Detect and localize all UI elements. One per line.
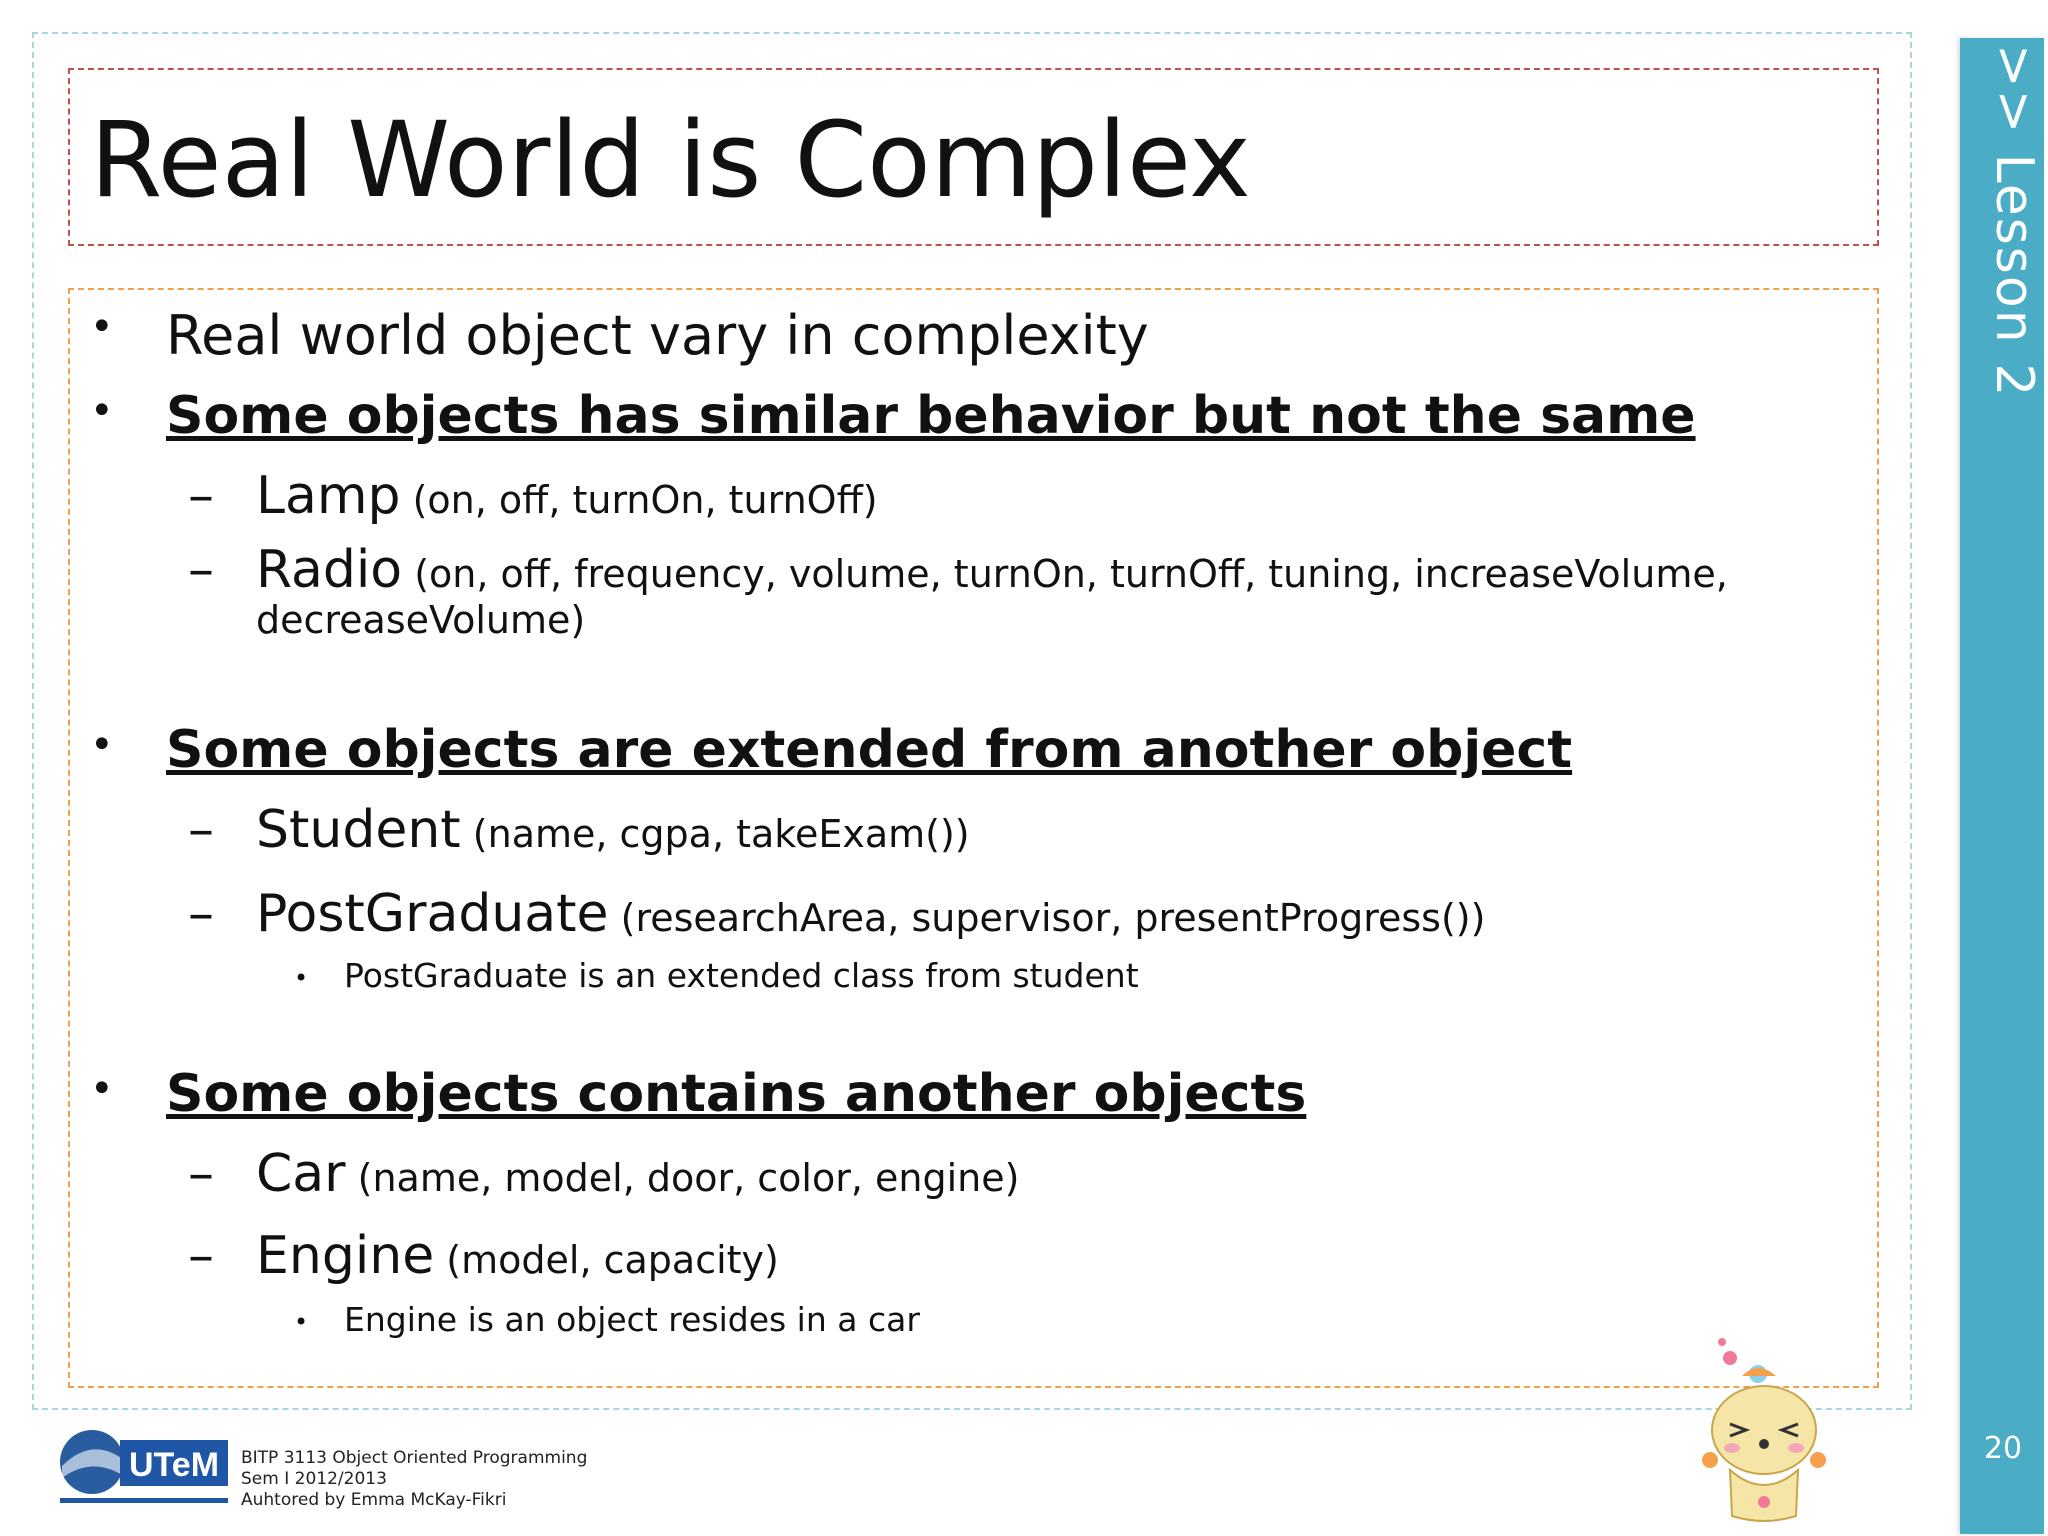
list-item [256, 466, 878, 526]
dash-marker: – [188, 466, 214, 526]
footer-semester: Sem I 2012/2013 [241, 1469, 387, 1489]
list-item [256, 1144, 1019, 1204]
bullet-marker: • [90, 388, 114, 434]
dash-marker: – [188, 1144, 214, 1204]
lesson-label: >> Lesson 2 [1984, 44, 2044, 399]
section-heading: Some objects has similar behavior but not the same [166, 386, 1696, 446]
footer-author: Auhtored by Emma McKay-Fikri [241, 1490, 507, 1510]
sub-bullet-marker: • [294, 1308, 309, 1336]
item-detail: (on, off, turnOn, turnOff) [400, 478, 878, 522]
item-detail: (model, capacity) [434, 1238, 779, 1282]
university-logo-icon [52, 1426, 232, 1510]
dash-marker: – [188, 540, 214, 600]
item-detail-continuation: decreaseVolume) [256, 598, 586, 642]
list-item [256, 884, 1485, 944]
slide-title: Real World is Complex [90, 99, 1251, 221]
dash-marker: – [188, 884, 214, 944]
item-detail: (on, off, frequency, volume, turnOn, turnOff, tuning, increaseVolume, [402, 552, 1728, 596]
section-heading: Some objects contains another objects [166, 1064, 1307, 1124]
sub-bullet-text: Engine is an object resides in a car [344, 1300, 920, 1339]
item-name: Engine [256, 1226, 435, 1286]
page-number: 20 [1983, 1431, 2023, 1466]
item-name: Student [256, 800, 461, 860]
sub-bullet-marker: • [294, 964, 309, 992]
item-name: PostGraduate [256, 884, 609, 944]
bullet-marker: • [90, 1066, 114, 1112]
footer-info [241, 1448, 587, 1511]
item-detail: (name, cgpa, takeExam()) [460, 812, 970, 856]
list-item [256, 540, 1728, 600]
dash-marker: – [188, 1226, 214, 1286]
section-heading: Some objects are extended from another object [166, 720, 1573, 780]
bullet-marker: • [90, 304, 114, 350]
item-name: Lamp [256, 466, 401, 526]
mascot-illustration-icon [1700, 1330, 1830, 1530]
item-detail: (name, model, door, color, engine) [345, 1156, 1020, 1200]
list-item [256, 1226, 779, 1286]
bullet-marker: • [90, 722, 114, 768]
list-item [256, 800, 970, 860]
dash-marker: – [188, 800, 214, 860]
sub-bullet-text: PostGraduate is an extended class from student [344, 956, 1139, 995]
item-detail: (researchArea, supervisor, presentProgress()) [608, 896, 1486, 940]
bullet-text: Real world object vary in complexity [166, 304, 1149, 367]
logo-text: UTeM [128, 1446, 220, 1484]
item-name: Radio [256, 540, 403, 600]
footer-course: BITP 3113 Object Oriented Programming [241, 1448, 588, 1468]
item-name: Car [256, 1144, 346, 1204]
